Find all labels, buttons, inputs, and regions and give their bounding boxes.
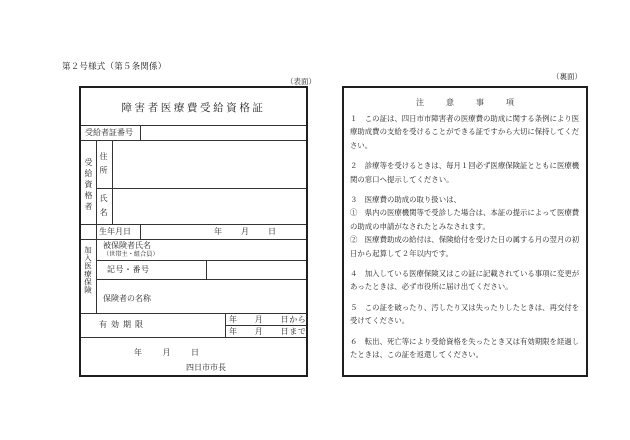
front-side-label: （表面） [286,77,316,86]
notice-title [344,97,586,108]
insurer-name-label: 保険者の名称 [103,294,151,303]
birth-date-label: 生年月日 [99,227,131,236]
validity-to: 年 月 日まで [229,327,307,336]
validity-label: 有効期限 [99,320,147,329]
back-side-label: （裏面） [552,72,582,81]
cert-number-label: 受給者証番号 [85,128,133,137]
recipient-label: 受給資格者 [84,158,93,213]
insured-name-note: （世帯主・組合員） [103,251,159,258]
notice-title-char: 意 [446,98,454,107]
notes-list [350,112,582,369]
insured-name-label: 被保険者氏名 [103,241,151,250]
birth-date-value: 年 月 日 [214,227,277,236]
note-4: ４ 加入している医療保険又はこの証に記載されている事項に変更があったときは、必ず市役所に届け出てください。 [350,269,580,292]
certificate-back [342,86,588,377]
note-3-sub-1: ① 県内の医療機関等で受診した場合は、本証の提示によって医療費の助成の申請がなされたとみなされます。 [350,208,580,231]
note-5: ５ この証を破ったり、汚したり又は失ったりしたときは、再交付を受けてください。 [350,302,580,326]
note-3: ３ 医療費の助成の取り扱いは、 [350,195,461,205]
notice-title-char: 事 [476,98,484,107]
form-number-title: 第２号様式（第５条関係） [62,62,167,72]
symbol-number-label: 記号・番号 [107,265,150,274]
certificate-front [79,86,308,377]
note-2: ２ 診療等を受けるときは、毎月１回必ず医療保険証とともに医療機関の窓口へ提示してください。 [350,161,580,184]
note-6: ６ 転出、死亡等により受給資格を失ったとき又は有効期限を経過したときは、この証を返還してください。 [350,336,580,360]
issuer-name: 四日市市長 [186,363,226,372]
insurance-label: 加入医療保険 [83,246,93,294]
note-3-sub-2: ② 医療費助成の給付は、保険給付を受けた日の属する月の翌月の初日から起算して２年以内です。 [350,235,580,258]
address-label: 住所 [99,152,108,180]
notice-title-char: 項 [506,98,514,107]
name-label: 氏名 [99,194,108,222]
note-1: １ この証は、四日市市障害者の医療費の助成に関する条例により医療助成費の支給を受けることができる証ですから大切に保持してください。 [350,114,580,150]
certificate-title: 障害者医療費受給資格証 [121,102,266,114]
validity-from: 年 月 日から [229,315,307,324]
notice-title-char: 注 [416,98,424,107]
issue-date: 年 月 日 [134,348,201,357]
